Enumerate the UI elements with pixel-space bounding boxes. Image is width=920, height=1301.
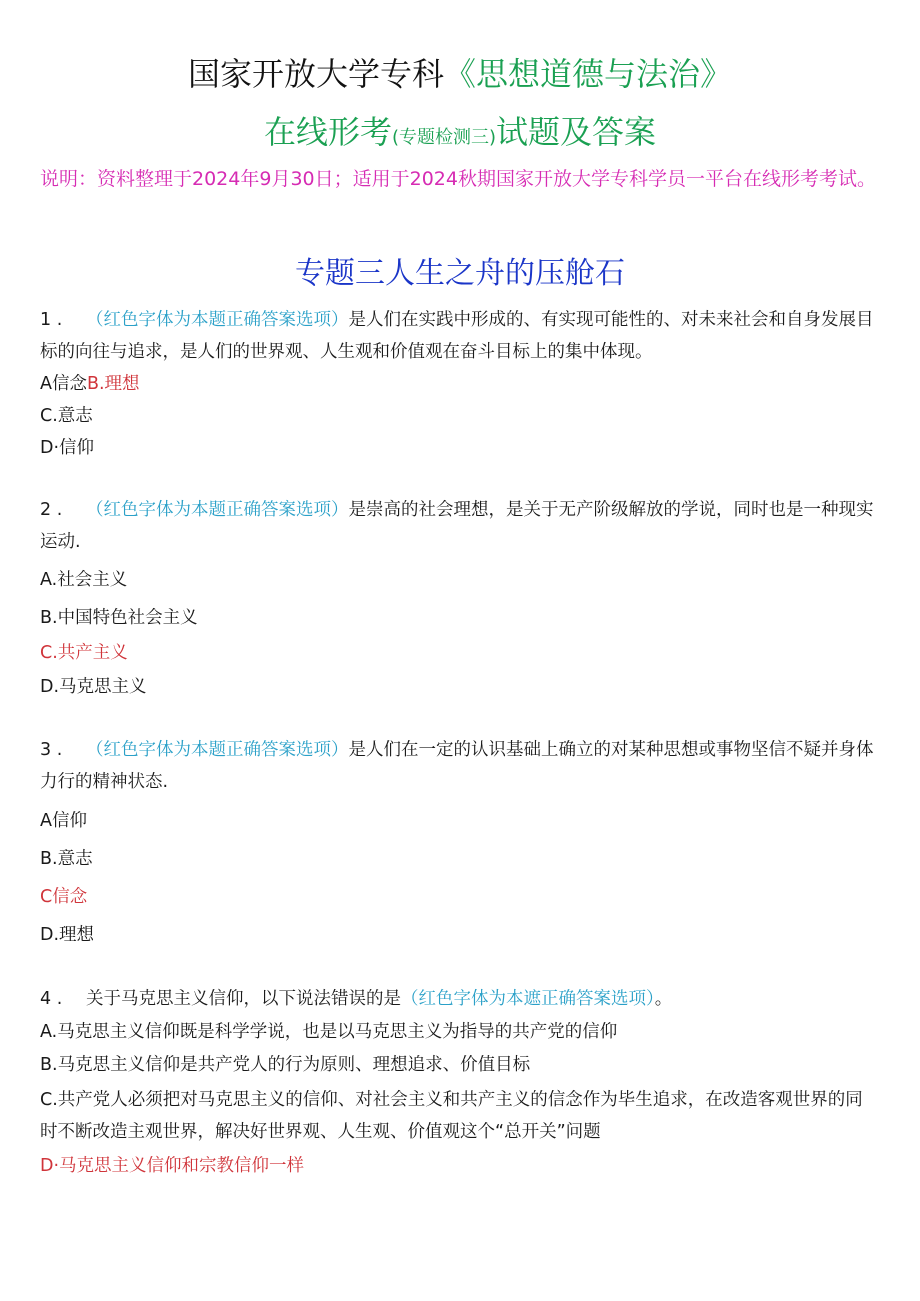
question-text: 是崇高的社会理想，是关于无产阶级解放的学说，同时也是一种现实运动. bbox=[40, 500, 874, 552]
question-number: 3 . bbox=[40, 740, 63, 760]
option-2d: D.马克思主义 bbox=[40, 677, 147, 697]
question-1 bbox=[40, 304, 880, 368]
option-3b: B.意志 bbox=[40, 849, 93, 869]
question-2 bbox=[40, 494, 880, 558]
question-hint: （红色字体为本遮正确答案选项） bbox=[401, 989, 655, 1009]
document-title bbox=[0, 52, 920, 96]
option-3d: D.理想 bbox=[40, 925, 95, 945]
option-1c: C.意志 bbox=[40, 406, 93, 426]
option-4a: A.马克思主义信仰既是科学学说，也是以马克思主义为指导的共产党的信仰 bbox=[40, 1022, 618, 1042]
question-hint: （红色字体为本题正确答案选项） bbox=[86, 740, 349, 760]
question-text: 关于马克思主义信仰，以下说法错误的是 bbox=[86, 989, 401, 1009]
option-3a: A信仰 bbox=[40, 811, 87, 831]
option-4d-correct: D·马克思主义信仰和宗教信仰一样 bbox=[40, 1156, 305, 1176]
subtitle-part-b: 试题及答案 bbox=[496, 113, 657, 151]
option-2b: B.中国特色社会主义 bbox=[40, 608, 198, 628]
question-4 bbox=[40, 983, 880, 1015]
title-course: 《思想道德与法治》 bbox=[444, 55, 733, 93]
question-number: 1 . bbox=[40, 310, 63, 330]
option-label: A信念 bbox=[40, 374, 87, 394]
option-3c-correct: C信念 bbox=[40, 887, 88, 907]
question-3 bbox=[40, 734, 880, 798]
document-note: 说明：资料整理于2024年9月30日；适用于2024秋期国家开放大学专科学员一平台在线形考考试。 bbox=[40, 168, 876, 190]
section-title: 专题三人生之舟的压舱石 bbox=[295, 256, 625, 291]
option-1a bbox=[40, 369, 880, 399]
document-subtitle bbox=[0, 110, 920, 160]
subtitle-small: (专题检测三) bbox=[391, 127, 497, 148]
option-4b: B.马克思主义信仰是共产党人的行为原则、理想追求、价值目标 bbox=[40, 1055, 531, 1075]
title-prefix: 国家开放大学专科 bbox=[187, 55, 444, 93]
option-2c-correct: C.共产主义 bbox=[40, 643, 128, 663]
question-number: 2 . bbox=[40, 500, 63, 520]
subtitle-part-a: 在线形考 bbox=[263, 113, 392, 151]
option-correct: B.理想 bbox=[86, 374, 140, 394]
question-tail: 。 bbox=[654, 989, 673, 1009]
option-2a: A.社会主义 bbox=[40, 570, 128, 590]
question-text: 是人们在一定的认识基础上确立的对某种思想或事物坚信不疑并身体力行的精神状态. bbox=[40, 740, 874, 792]
option-4c: C.共产党人必须把对马克思主义的信仰、对社会主义和共产主义的信念作为毕生追求，在改造客观世界的同时不断改造主观世界，解决好世界观、人生观、价值观这个“总开关”问题 bbox=[40, 1090, 863, 1142]
question-hint: （红色字体为本题正确答案选项） bbox=[86, 310, 349, 330]
question-number: 4 . bbox=[40, 989, 63, 1009]
question-hint: （红色字体为本题正确答案选项） bbox=[86, 500, 349, 520]
question-text: 是人们在实践中形成的、有实现可能性的、对未来社会和自身发展目标的向往与追求，是人们的世界观、人生观和价值观在奋斗目标上的集中体现。 bbox=[40, 310, 874, 362]
option-1d: D·信仰 bbox=[40, 438, 95, 458]
